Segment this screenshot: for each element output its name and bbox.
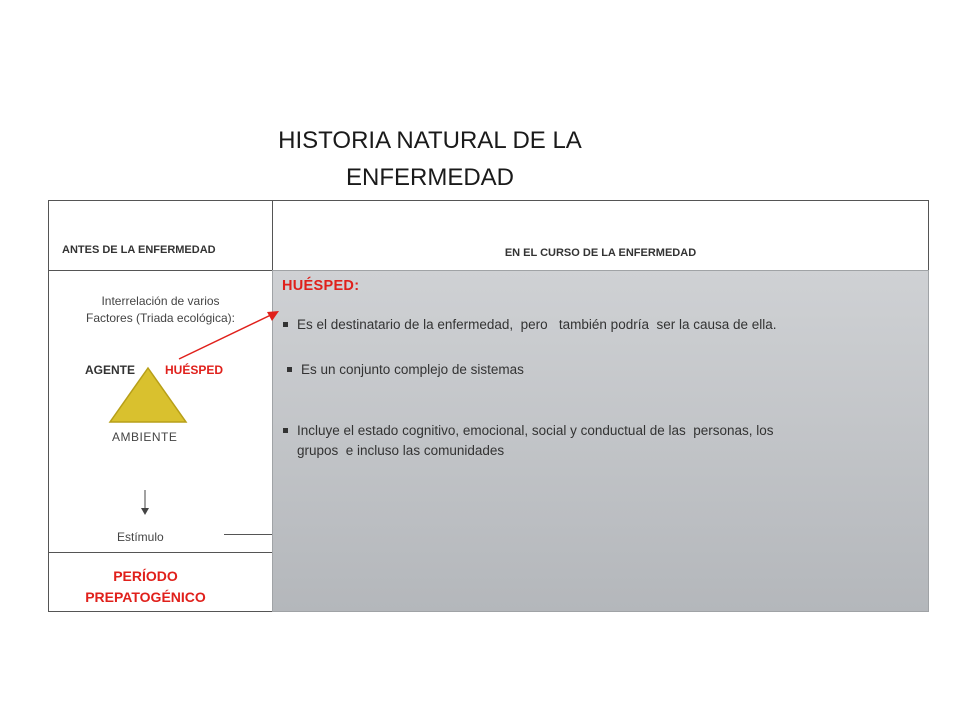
title-line-2: ENFERMEDAD xyxy=(345,164,514,191)
stimulus-label: Estímulo xyxy=(117,530,164,544)
host-label: HUÉSPED xyxy=(165,363,224,377)
bullet-text-2: Es un conjunto complejo de sistemas xyxy=(301,362,524,377)
red-arrow-icon xyxy=(175,305,285,365)
triangle-shape xyxy=(110,368,186,422)
left-period-divider xyxy=(48,552,273,553)
interrelation-line-2: Factores (Triada ecológica): xyxy=(86,311,235,325)
period-line-2: PREPATOGÉNICO xyxy=(85,589,206,605)
period-label xyxy=(48,566,243,608)
bullet-text-1: Es el destinatario de la enfermedad, pero también podría ser la causa de ella. xyxy=(297,317,777,332)
bullet-text-3-cont: grupos e incluso las comunidades xyxy=(297,443,505,458)
bullet-item-2 xyxy=(287,362,524,377)
bullet-square-icon xyxy=(287,367,292,372)
bullet-square-icon xyxy=(283,428,288,433)
down-arrow-icon xyxy=(138,490,152,516)
environment-label: AMBIENTE xyxy=(112,430,178,444)
interrelation-line-1: Interrelación de varios xyxy=(101,294,220,308)
bullet-text-3: Incluye el estado cognitivo, emocional, social y conductual de las personas, los xyxy=(297,423,774,438)
bullet-item-3 xyxy=(283,421,774,461)
panel-title: HUÉSPED: xyxy=(282,278,360,294)
ecological-triad-triangle xyxy=(106,364,190,426)
right-header-box xyxy=(272,200,929,271)
title-line-1: HISTORIA NATURAL DE LA xyxy=(278,127,582,154)
right-column-header: EN EL CURSO DE LA ENFERMEDAD xyxy=(504,247,697,259)
left-header-divider xyxy=(48,270,273,271)
period-line-1: PERÍODO xyxy=(113,568,178,584)
agent-label: AGENTE xyxy=(85,363,136,377)
stimulus-connector-line xyxy=(224,534,272,535)
page-title xyxy=(200,122,660,196)
bullet-item-1 xyxy=(283,317,777,332)
left-column-header: ANTES DE LA ENFERMEDAD xyxy=(62,244,216,256)
